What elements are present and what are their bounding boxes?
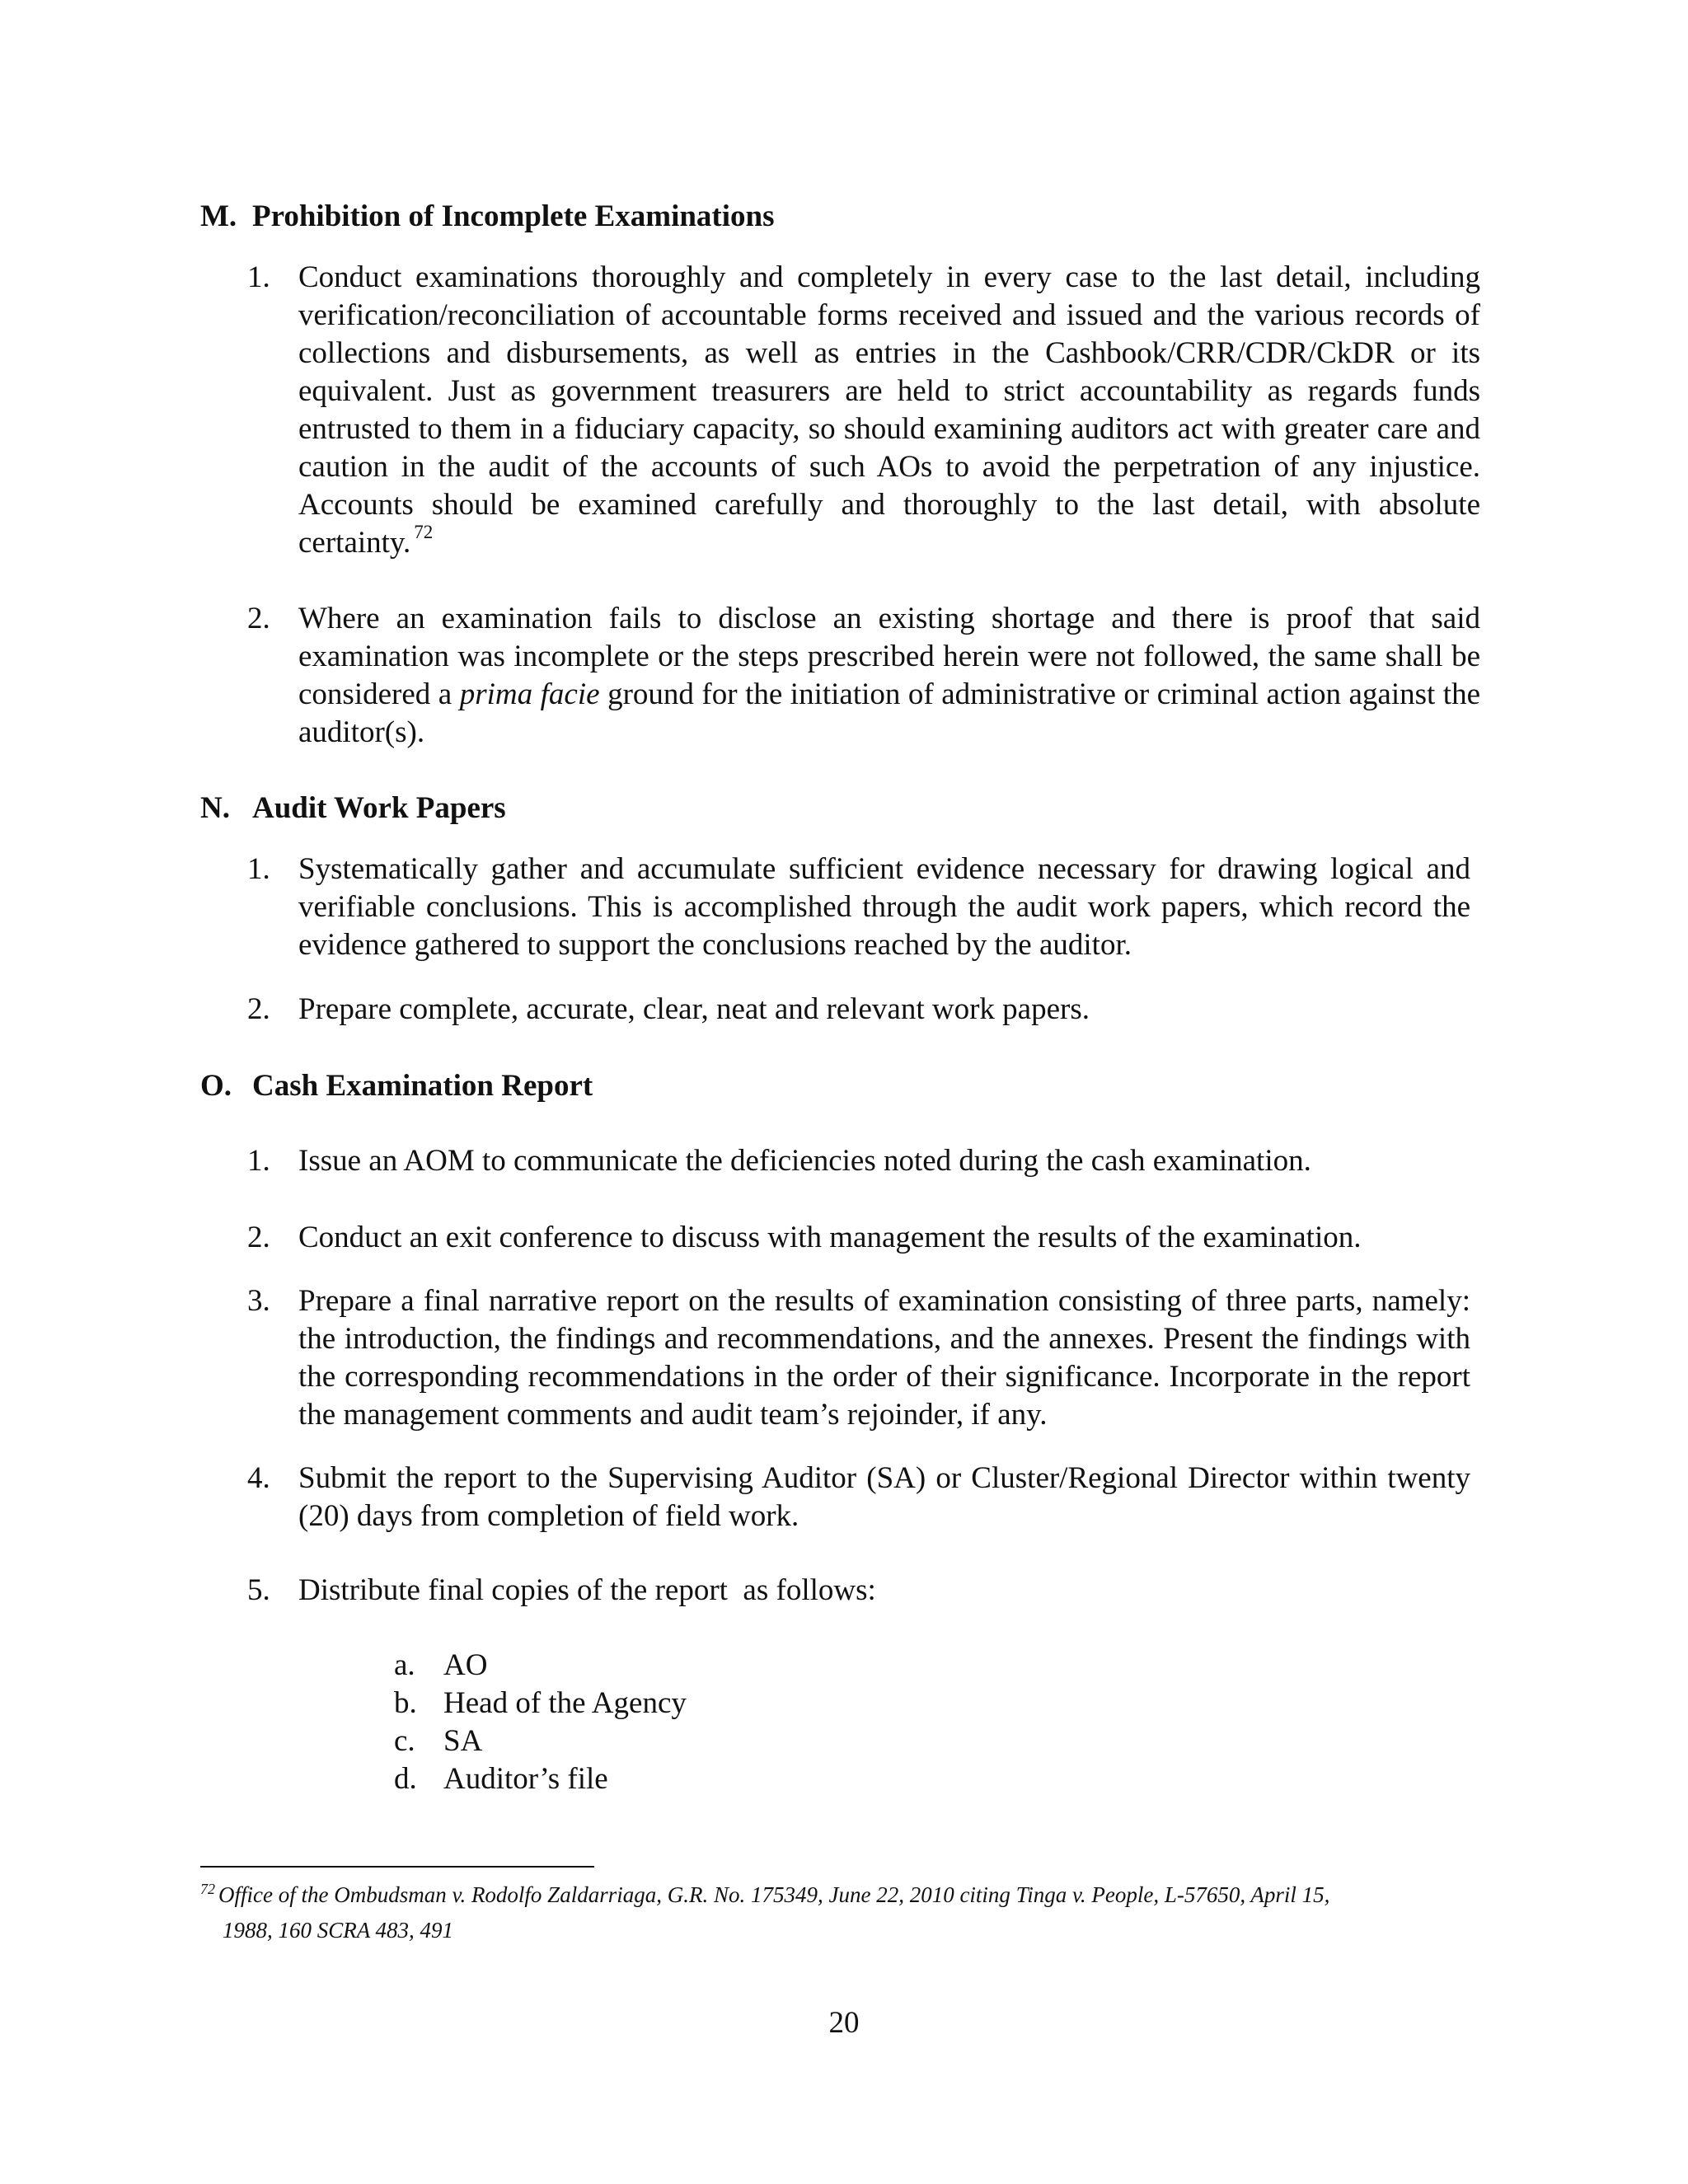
item-text-italic: prima facie — [459, 677, 600, 711]
list-item — [247, 259, 1480, 562]
item-text: Submit the report to the Supervising Auditor (SA) or Cluster/Regional Director within twenty (20) days from completion of field work. — [298, 1461, 1470, 1533]
item-number: 1. — [247, 1144, 270, 1178]
sub-item-letter: c. — [394, 1724, 415, 1758]
item-number: 1. — [247, 852, 270, 886]
section-letter: M. — [200, 199, 237, 233]
item-text: Distribute final copies of the report as follows: — [298, 1573, 876, 1607]
sub-item-text: AO — [443, 1648, 488, 1682]
list-item — [247, 1460, 1470, 1535]
item-text-block — [298, 1460, 1470, 1535]
item-text: Conduct examinations thoroughly and completely in every case to the last detail, including verification/reconciliation of accountable forms received and issued and the various records of collections and disbursements, as well as entries in the Cashbook/CRR/CDR/CkDR or its equivalent. Just as government treasurers are held to strict accountability as regards funds entrusted to them in a fiduciary capacity, so should examining auditors act with greater care and caution in the audit of the accounts of such AOs to avoid the perpetration of any injustice. Accounts should be examined carefully and thoroughly to the last detail, with absolute certainty. — [298, 260, 1480, 560]
item-text-block — [298, 600, 1480, 752]
section-heading-o — [200, 1067, 593, 1105]
sub-item-letter: b. — [394, 1686, 417, 1720]
list-item — [247, 1282, 1470, 1434]
footnote — [200, 1878, 1488, 1947]
footnote-separator — [200, 1866, 594, 1868]
page-number: 20 — [828, 2006, 860, 2040]
sub-item-text: Head of the Agency — [443, 1686, 687, 1720]
item-text: Where an examination fails to disclose an existing shortage and there is proof that said examination was incomplete or the steps prescribed herein were not followed, the same shall be considered a — [298, 602, 1480, 711]
footnote-text: 1988, 160 SCRA 483, 491 — [223, 1918, 454, 1943]
item-text: Prepare a final narrative report on the results of examination consisting of three parts, namely: the introduction, the findings and recommendations, and the annexes. Present the findings with the corresponding recommendations in the order of their significance. Incorporate in the report the management comments and audit team’s rejoinder, if any. — [298, 1284, 1470, 1432]
sub-item-text: SA — [443, 1724, 483, 1758]
item-text: Issue an AOM to communicate the deficiencies noted during the cash examination. — [298, 1144, 1311, 1178]
item-text: Prepare complete, accurate, clear, neat and relevant work papers. — [298, 992, 1090, 1026]
item-number: 2. — [247, 602, 270, 635]
section-letter: N. — [200, 791, 230, 825]
section-letter: O. — [200, 1069, 232, 1103]
item-text: Conduct an exit conference to discuss with management the results of the examination. — [298, 1221, 1362, 1254]
sub-item-letter: d. — [394, 1762, 417, 1796]
footnote-line — [200, 1914, 1488, 1947]
sub-item-letter: a. — [394, 1648, 415, 1682]
footnote-mark: 72 — [200, 1881, 215, 1897]
item-text-block — [298, 259, 1480, 565]
item-number: 3. — [247, 1284, 270, 1318]
item-text: ground for the initiation of administrative or criminal action against the auditor(s). — [298, 677, 1480, 749]
item-text: Systematically gather and accumulate sufficient evidence necessary for drawing logical and verifiable conclusions. This is accomplished through the audit work papers, which record the evidence gathered to support the conclusions reached by the auditor. — [298, 852, 1470, 962]
item-text-block — [298, 1282, 1470, 1434]
item-number: 4. — [247, 1461, 270, 1495]
footnote-text: Office of the Ombudsman v. Rodolfo Zaldarriaga, G.R. No. 175349, June 22, 2010 citing Tinga v. People, L-57650, April 15, — [218, 1882, 1330, 1907]
item-number: 2. — [247, 1221, 270, 1254]
sub-item-text: Auditor’s file — [443, 1762, 608, 1796]
item-text-block — [298, 851, 1470, 964]
list-item — [247, 600, 1480, 752]
section-title: Cash Examination Report — [252, 1069, 593, 1103]
section-title: Prohibition of Incomplete Examinations — [252, 199, 775, 233]
footnote-line — [200, 1878, 1488, 1914]
section-heading-n — [200, 790, 506, 827]
section-title: Audit Work Papers — [252, 791, 506, 825]
list-item — [247, 851, 1470, 964]
section-heading-m — [200, 198, 775, 236]
item-number: 2. — [247, 992, 270, 1026]
item-number: 5. — [247, 1573, 270, 1607]
footnote-reference: 72 — [414, 522, 434, 542]
item-number: 1. — [247, 260, 270, 294]
